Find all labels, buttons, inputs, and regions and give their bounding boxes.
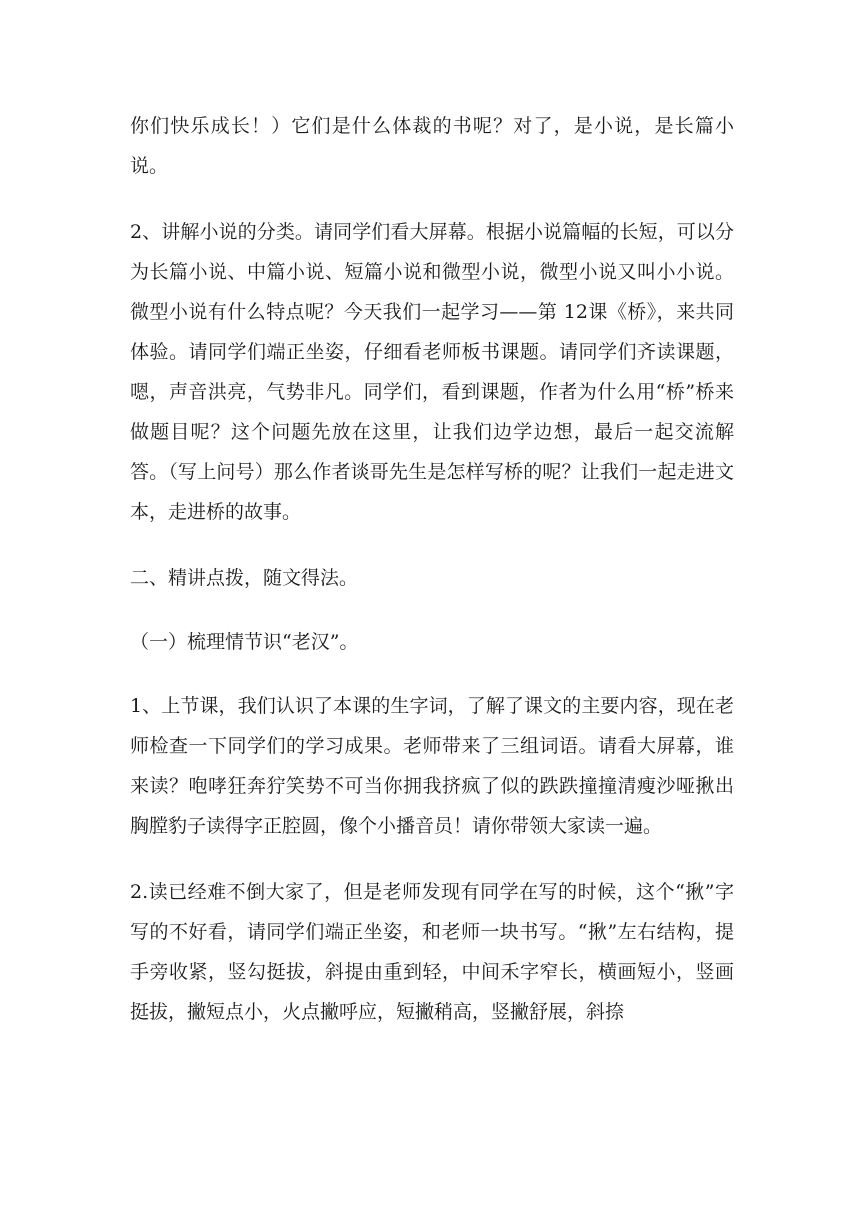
paragraph-intro-continuation: 你们快乐成长！）它们是什么体裁的书呢？对了，是小说，是长篇小说。 [130, 115, 734, 177]
subsection-heading-1: （一）梳理情节识“老汉”。 [130, 631, 359, 653]
paragraph-vocabulary-review: 1、上节课，我们认识了本课的生字词，了解了课文的主要内容，现在老师检查一下同学们的学习成果。老师带来了三组词语。请看大屏幕，谁来读？咆哮狂奔狞笑势不可当你拥我挤疯了似的跌跌撞撞清瘦沙哑揪出胸膛豹子读得字正腔圆，像个小播音员！请你带领大家读一遍。 [130, 695, 734, 837]
section-heading-2: 二、精讲点拨，随文得法。 [130, 567, 359, 589]
paragraph-writing-practice: 2.读已经难不倒大家了，但是老师发现有同学在写的时候，这个“揪”字写的不好看，请同学们端正坐姿，和老师一块书写。“揪”左右结构，提手旁收紧，竖勾挺拔，斜提由重到轻，中间禾字窄长，横画短小，竖画挺拔，撇短点小，火点撇呼应，短撇稍高，竖撇舒展，斜捺 [130, 881, 734, 1023]
paragraph-novel-classification: 2、讲解小说的分类。请同学们看大屏幕。根据小说篇幅的长短，可以分为长篇小说、中篇小说、短篇小说和微型小说，微型小说又叫小小说。微型小说有什么特点呢？今天我们一起学习——第 12课《桥》，来共同体验。请同学们端正坐姿，仔细看老师板书课题。请同学们齐读课题，嗯，声音洪亮，气势非凡。同学们，看到课题，作者为什么用“桥”桥来做题目呢？这个问题先放在这里，让我们边学边想，最后一起交流解答。（写上问号）那么作者谈哥先生是怎样写桥的呢？让我们一起走进文本，走进桥的故事。 [130, 221, 734, 523]
document-page [130, 106, 734, 1058]
